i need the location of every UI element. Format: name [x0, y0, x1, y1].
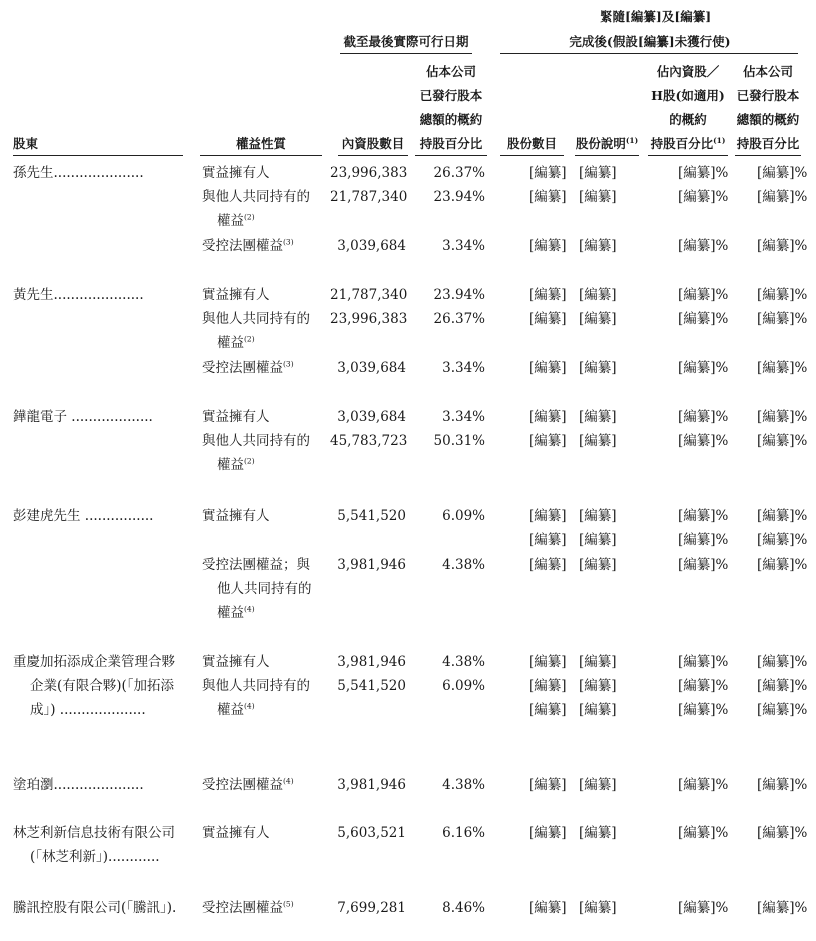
footnote-ref: (2) [244, 456, 255, 466]
col-class-pct-line: 持股百分比 [650, 136, 714, 151]
interest-nature-text: 實益擁有人 [202, 654, 270, 670]
redacted-after-desc: [編纂] [579, 409, 617, 425]
redacted-class-pct: [編纂]% [678, 287, 729, 303]
domestic-share-count: 21,787,340 [330, 287, 408, 303]
domestic-share-count: 21,787,340 [330, 189, 408, 205]
domestic-share-count: 5,541,520 [337, 508, 406, 524]
rule-pct [415, 155, 487, 156]
redacted-class-pct: [編纂]% [678, 508, 729, 524]
col-class-pct-line: H股(如適用) [651, 88, 725, 103]
redacted-after-desc: [編纂] [579, 557, 617, 573]
shareholding-percentage: 26.37% [433, 311, 485, 327]
footnote-ref: (3) [283, 359, 294, 369]
shareholder-name: 黃先生..................... [13, 287, 144, 303]
shareholding-percentage: 3.34% [442, 360, 485, 376]
interest-nature-text: 實益擁有人 [202, 508, 270, 524]
shareholder-name: 塗珀瀏..................... [13, 777, 144, 793]
domestic-share-count: 3,039,684 [337, 360, 406, 376]
footnote-ref: (1) [625, 135, 639, 145]
interest-nature-text: 權益 [217, 213, 244, 229]
shareholding-percentage: 23.94% [433, 189, 485, 205]
redacted-after-desc: [編纂] [579, 825, 617, 841]
redacted-after-desc: [編纂] [579, 900, 617, 916]
interest-nature-text: 與他人共同持有的 [202, 311, 310, 327]
redacted-after-desc: [編纂] [579, 189, 617, 205]
footnote-ref: (4) [283, 776, 294, 786]
interest-nature [202, 408, 270, 426]
rule-shares [338, 155, 408, 156]
redacted-after-shares: [編纂] [529, 825, 567, 841]
redacted-class-pct: [編纂]% [678, 777, 729, 793]
interest-nature [202, 556, 310, 574]
redacted-total-pct: [編纂]% [757, 825, 808, 841]
redacted-after-desc: [編纂] [579, 311, 617, 327]
interest-nature-text: 他人共同持有的 [217, 581, 312, 597]
interest-nature-text: 與他人共同持有的 [202, 433, 310, 449]
redacted-class-pct: [編纂]% [678, 532, 729, 548]
col-after-desc [575, 135, 639, 153]
redacted-after-desc: [編纂] [579, 702, 617, 718]
interest-nature [202, 824, 270, 842]
interest-nature [217, 456, 255, 474]
redacted-total-pct: [編纂]% [757, 702, 808, 718]
interest-nature [217, 604, 255, 622]
interest-nature-text: 與他人共同持有的 [202, 678, 310, 694]
interest-nature-text: 實益擁有人 [202, 165, 270, 181]
redacted-class-pct: [編纂]% [678, 433, 729, 449]
shareholder-name: 企業(有限合夥)(「加拓添 [30, 678, 175, 694]
interest-nature [202, 359, 294, 377]
col-shareholder: 股東 [13, 136, 39, 151]
redacted-after-shares: [編纂] [529, 702, 567, 718]
redacted-after-shares: [編纂] [529, 654, 567, 670]
domestic-share-count: 45,783,723 [330, 433, 408, 449]
col-total-pct-line: 總額的概約 [736, 112, 800, 127]
domestic-share-count: 5,541,520 [337, 678, 406, 694]
redacted-after-shares: [編纂] [529, 433, 567, 449]
shareholder-name: 騰訊控股有限公司(「騰訊」). [13, 900, 177, 916]
redacted-after-shares: [編纂] [529, 238, 567, 254]
redacted-after-desc: [編纂] [579, 654, 617, 670]
domestic-share-count: 3,981,946 [337, 777, 406, 793]
group-a-rule [340, 53, 472, 54]
col-shares: 內資股數目 [341, 136, 405, 151]
rule-class-pct [648, 155, 728, 156]
redacted-after-desc: [編纂] [579, 238, 617, 254]
col-total-pct-line: 佔本公司 [742, 64, 793, 79]
redacted-total-pct: [編纂]% [757, 777, 808, 793]
interest-nature [202, 776, 294, 794]
col-after-desc-label: 股份說明 [575, 136, 626, 151]
redacted-total-pct: [編纂]% [757, 433, 808, 449]
interest-nature-text: 權益 [217, 335, 244, 351]
redacted-after-shares: [編纂] [529, 777, 567, 793]
interest-nature-text: 實益擁有人 [202, 287, 270, 303]
group-a-title: 截至最後實際可行日期 [343, 34, 469, 49]
shareholder-name: 林芝利新信息技術有限公司 [13, 825, 175, 841]
col-after-shares: 股份數目 [506, 136, 557, 151]
interest-nature [202, 653, 270, 671]
footnote-ref: (4) [244, 701, 255, 711]
interest-nature-text: 權益 [217, 605, 244, 621]
redacted-class-pct: [編纂]% [678, 189, 729, 205]
redacted-total-pct: [編纂]% [757, 287, 808, 303]
redacted-after-shares: [編纂] [529, 409, 567, 425]
interest-nature [202, 310, 310, 328]
domestic-share-count: 7,699,281 [337, 900, 406, 916]
redacted-after-shares: [編纂] [529, 360, 567, 376]
interest-nature-text: 權益 [217, 457, 244, 473]
domestic-share-count: 23,996,383 [330, 311, 408, 327]
redacted-after-shares: [編纂] [529, 900, 567, 916]
redacted-total-pct: [編纂]% [757, 532, 808, 548]
footnote-ref: (5) [283, 899, 294, 909]
interest-nature-text: 權益 [217, 702, 244, 718]
footnote-ref: (3) [283, 237, 294, 247]
group-b-rule [500, 53, 798, 54]
rule-after-shares [500, 155, 564, 156]
interest-nature [202, 286, 270, 304]
domestic-share-count: 3,981,946 [337, 557, 406, 573]
interest-nature [217, 212, 255, 230]
interest-nature-text: 與他人共同持有的 [202, 189, 310, 205]
col-class-pct-line: 佔內資股／ [656, 64, 720, 79]
redacted-total-pct: [編纂]% [757, 360, 808, 376]
redacted-after-shares: [編纂] [529, 287, 567, 303]
shareholder-name: 重慶加拓添成企業管理合夥 [13, 654, 175, 670]
redacted-total-pct: [編纂]% [757, 557, 808, 573]
footnote-ref: (2) [244, 334, 255, 344]
redacted-after-shares: [編纂] [529, 508, 567, 524]
redacted-class-pct: [編纂]% [678, 409, 729, 425]
shareholding-percentage: 4.38% [442, 557, 485, 573]
redacted-after-shares: [編纂] [529, 165, 567, 181]
shareholding-percentage: 6.16% [442, 825, 485, 841]
redacted-after-shares: [編纂] [529, 311, 567, 327]
domestic-share-count: 3,039,684 [337, 409, 406, 425]
rule-total-pct [735, 155, 801, 156]
redacted-class-pct: [編纂]% [678, 702, 729, 718]
col-total-pct-line: 持股百分比 [736, 136, 800, 151]
redacted-class-pct: [編纂]% [678, 557, 729, 573]
shareholder-name: 孫先生..................... [13, 165, 144, 181]
redacted-class-pct: [編纂]% [678, 900, 729, 916]
redacted-total-pct: [編纂]% [757, 238, 808, 254]
interest-nature [202, 677, 310, 695]
shareholding-percentage: 26.37% [433, 165, 485, 181]
redacted-class-pct: [編纂]% [678, 311, 729, 327]
shareholding-percentage: 23.94% [433, 287, 485, 303]
interest-nature [202, 237, 294, 255]
col-pct-line: 持股百分比 [419, 136, 483, 151]
group-b-title-line2: 完成後(假設[編纂]未獲行使) [569, 34, 731, 49]
redacted-total-pct: [編纂]% [757, 654, 808, 670]
domestic-share-count: 3,981,946 [337, 654, 406, 670]
redacted-after-desc: [編纂] [579, 532, 617, 548]
footnote-ref: (1) [713, 135, 726, 145]
domestic-share-count: 5,603,521 [337, 825, 406, 841]
redacted-after-desc: [編纂] [579, 287, 617, 303]
shareholder-name: (「林芝利新」)............ [30, 849, 160, 865]
interest-nature-text: 受控法團權益 [202, 900, 283, 916]
footnote-ref: (2) [244, 212, 255, 222]
shareholder-name: 彭建虎先生 ................ [13, 508, 154, 524]
interest-nature [217, 701, 255, 719]
interest-nature [217, 580, 312, 598]
col-pct-line: 已發行股本 [419, 88, 483, 103]
col-pct-line: 佔本公司 [425, 64, 476, 79]
domestic-share-count: 3,039,684 [337, 238, 406, 254]
shareholder-name: 成」) .................... [30, 702, 146, 718]
redacted-class-pct: [編纂]% [678, 360, 729, 376]
redacted-class-pct: [編纂]% [678, 678, 729, 694]
redacted-class-pct: [編纂]% [678, 165, 729, 181]
redacted-total-pct: [編纂]% [757, 409, 808, 425]
col-total-pct-line: 已發行股本 [736, 88, 800, 103]
interest-nature-text: 實益擁有人 [202, 825, 270, 841]
redacted-after-desc: [編纂] [579, 165, 617, 181]
redacted-after-shares: [編纂] [529, 557, 567, 573]
redacted-after-desc: [編纂] [579, 360, 617, 376]
col-pct-line: 總額的概約 [419, 112, 483, 127]
rule-after-desc [575, 155, 639, 156]
shareholding-percentage: 3.34% [442, 409, 485, 425]
rule-nature [200, 155, 322, 156]
interest-nature [202, 164, 270, 182]
shareholding-percentage: 6.09% [442, 678, 485, 694]
redacted-total-pct: [編纂]% [757, 189, 808, 205]
interest-nature-text: 受控法團權益 [202, 360, 283, 376]
redacted-after-desc: [編纂] [579, 777, 617, 793]
col-class-pct-line: 的概約 [669, 112, 707, 127]
redacted-after-shares: [編纂] [529, 189, 567, 205]
shareholding-percentage: 6.09% [442, 508, 485, 524]
redacted-after-shares: [編纂] [529, 678, 567, 694]
interest-nature-text: 受控法團權益 [202, 777, 283, 793]
redacted-total-pct: [編纂]% [757, 900, 808, 916]
shareholding-percentage: 4.38% [442, 654, 485, 670]
group-b-title-line1: 緊隨[編纂]及[編纂] [600, 9, 712, 24]
interest-nature [202, 188, 310, 206]
redacted-after-desc: [編纂] [579, 508, 617, 524]
redacted-class-pct: [編纂]% [678, 825, 729, 841]
shareholding-percentage: 4.38% [442, 777, 485, 793]
redacted-total-pct: [編纂]% [757, 508, 808, 524]
interest-nature-text: 受控法團權益；與 [202, 557, 310, 573]
redacted-total-pct: [編纂]% [757, 678, 808, 694]
interest-nature [202, 899, 294, 917]
shareholding-percentage: 50.31% [433, 433, 485, 449]
shareholder-name: 鏵龍電子 ................... [13, 409, 153, 425]
footnote-ref: (4) [244, 604, 255, 614]
shareholding-percentage: 8.46% [442, 900, 485, 916]
interest-nature-text: 受控法團權益 [202, 238, 283, 254]
shareholding-percentage: 3.34% [442, 238, 485, 254]
col-nature: 權益性質 [235, 136, 286, 151]
interest-nature [202, 432, 310, 450]
redacted-after-desc: [編纂] [579, 678, 617, 694]
redacted-total-pct: [編纂]% [757, 165, 808, 181]
domestic-share-count: 23,996,383 [330, 165, 408, 181]
interest-nature-text: 實益擁有人 [202, 409, 270, 425]
redacted-total-pct: [編纂]% [757, 311, 808, 327]
redacted-after-shares: [編纂] [529, 532, 567, 548]
redacted-class-pct: [編纂]% [678, 654, 729, 670]
redacted-after-desc: [編纂] [579, 433, 617, 449]
redacted-class-pct: [編纂]% [678, 238, 729, 254]
interest-nature [202, 507, 270, 525]
interest-nature [217, 334, 255, 352]
col-class-pct-last [648, 135, 728, 153]
rule-shareholder [13, 155, 183, 156]
